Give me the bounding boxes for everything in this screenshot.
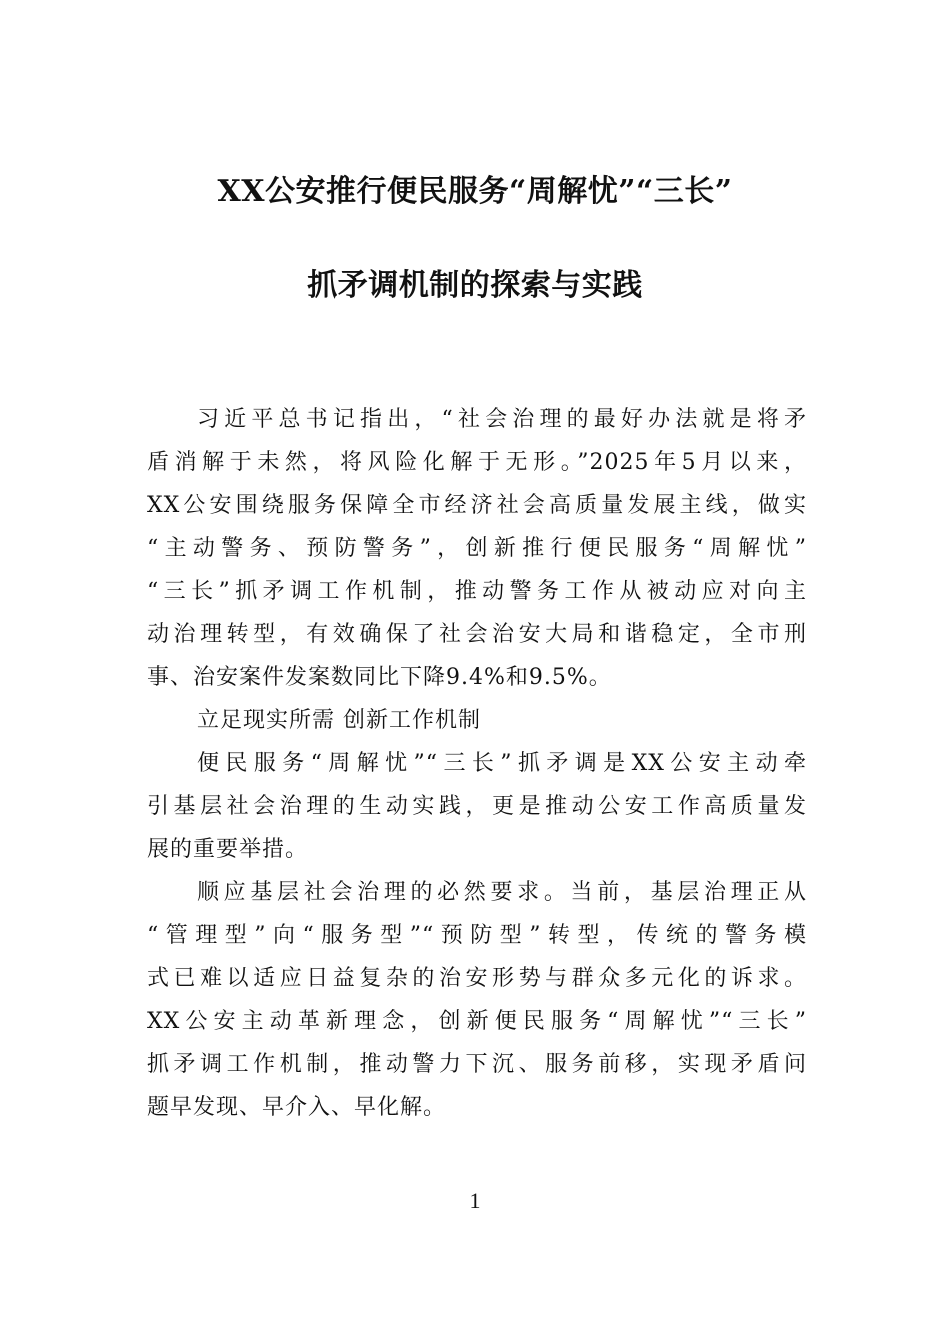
paragraph-line: “主动警务、预防警务”，创新推行便民服务“周解忧” <box>147 536 807 561</box>
paragraph-line: XX公安围绕服务保障全市经济社会高质量发展主线，做实 <box>147 493 807 518</box>
paragraph-line: 习近平总书记指出，“社会治理的最好办法就是将矛 <box>197 407 807 432</box>
paragraph-line: 动治理转型，有效确保了社会治安大局和谐稳定，全市刑 <box>147 622 807 647</box>
paragraph-line: 抓矛调工作机制，推动警力下沉、服务前移，实现矛盾问 <box>147 1052 807 1077</box>
body-text <box>147 398 807 1129</box>
paragraph-line: 展的重要举措。 <box>147 837 309 862</box>
paragraph-line: XX公安主动革新理念，创新便民服务“周解忧”“三长” <box>147 1009 807 1034</box>
paragraph-line: “三长”抓矛调工作机制，推动警务工作从被动应对向主 <box>147 579 807 604</box>
document-title-line-1: XX公安推行便民服务“周解忧”“三长” <box>217 174 733 209</box>
paragraph-line: 盾消解于未然，将风险化解于无形。”2025年5月以来， <box>147 450 807 475</box>
paragraph-line: “管理型”向“服务型”“预防型”转型，传统的警务模 <box>147 923 807 948</box>
paragraph-line: 便民服务“周解忧”“三长”抓矛调是XX公安主动牵 <box>197 751 807 776</box>
document-title-line-2: 抓矛调机制的探索与实践 <box>307 268 643 303</box>
paragraph-line: 事、治安案件发案数同比下降9.4%和9.5%。 <box>147 665 612 690</box>
paragraph-line: 顺应基层社会治理的必然要求。当前，基层治理正从 <box>197 880 807 905</box>
paragraph-line: 式已难以适应日益复杂的治安形势与群众多元化的诉求。 <box>147 966 807 991</box>
page-number: 1 <box>469 1188 481 1213</box>
paragraph-line: 引基层社会治理的生动实践，更是推动公安工作高质量发 <box>147 794 807 819</box>
section-heading: 立足现实所需 创新工作机制 <box>197 708 481 733</box>
paragraph-line: 题早发现、早介入、早化解。 <box>147 1095 447 1120</box>
